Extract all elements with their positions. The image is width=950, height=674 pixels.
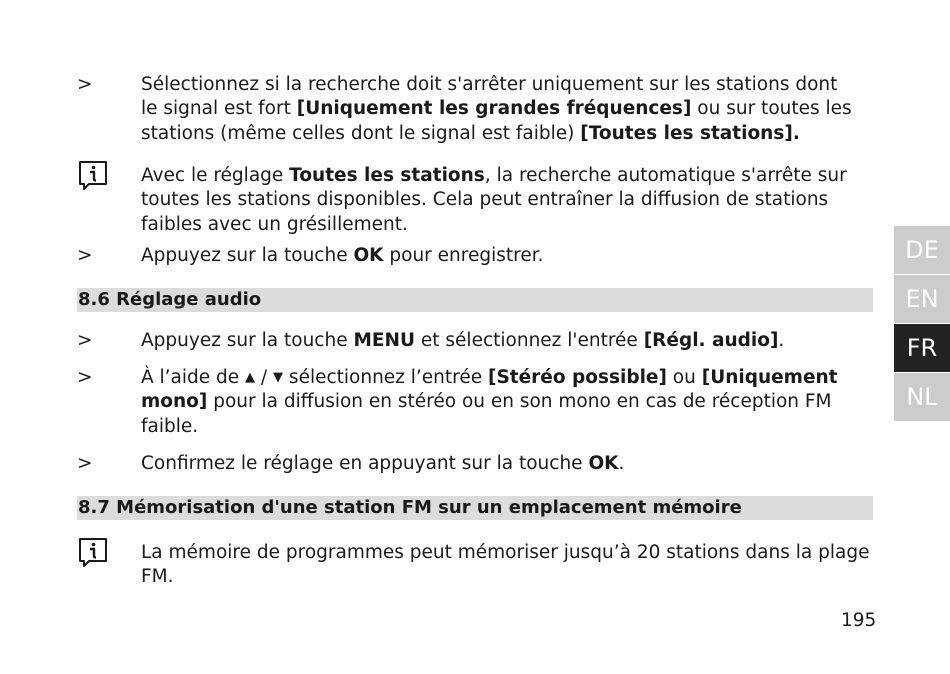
instruction-text: [141, 244, 873, 268]
text-span: pour la diffusion en stéréo ou en son mono en cas de réception FM: [207, 391, 832, 413]
text-span: .: [778, 330, 785, 351]
language-tab-en[interactable]: EN: [894, 275, 950, 323]
text-span: sélectionnez l’entrée: [283, 367, 489, 388]
text-span: Confirmez le réglage en appuyant sur la touche: [141, 453, 589, 474]
text-span: Avec le réglage: [141, 165, 290, 186]
text-span: ou: [666, 367, 702, 388]
text-span: Appuyez sur la touche: [141, 245, 354, 266]
up-arrow-icon: ▲: [245, 370, 256, 385]
text-span: .: [618, 453, 625, 474]
key-menu: MENU: [353, 330, 416, 351]
key-ok: OK: [353, 245, 384, 266]
instruction-press-ok: [77, 244, 873, 268]
text-span: stations (même celles dont le signal est faible): [141, 122, 581, 144]
note-text: [141, 541, 873, 590]
text-span: , la recherche automatique s'arrête sur: [484, 165, 847, 186]
instruction-menu-audio: [77, 329, 873, 353]
info-icon: [77, 536, 109, 568]
option-uniquement-grandes-frequences: [Uniquement les grandes fréquences]: [296, 98, 692, 120]
section-heading-8-7: 8.7 Mémorisation d'une station FM sur un emplacement mémoire: [77, 496, 873, 520]
language-tab-nl[interactable]: NL: [894, 373, 950, 421]
language-tab-de[interactable]: DE: [894, 226, 950, 274]
instruction-confirm-ok: [77, 452, 873, 476]
instruction-text: [141, 329, 873, 353]
text-span: /: [255, 367, 274, 388]
text-line: Sélectionnez si la recherche doit s'arrêter uniquement sur les stations dont: [141, 74, 838, 95]
text-line: faibles avec un grésillement.: [141, 213, 408, 235]
text-span: À l’aide de: [141, 367, 246, 388]
note-text: [141, 164, 873, 237]
page-number: 195: [841, 610, 877, 631]
setting-name: Toutes les stations: [289, 165, 485, 186]
text-line: faible.: [141, 415, 199, 437]
bullet-marker: >: [77, 245, 93, 266]
text-line: La mémoire de programmes peut mémoriser jusqu’à 20 stations dans la plage: [141, 542, 870, 563]
bullet-marker: >: [77, 367, 93, 388]
language-tabs: [894, 226, 950, 422]
instruction-select-stereo-mono: [77, 366, 873, 439]
instruction-text: [141, 366, 873, 439]
bullet-marker: >: [77, 74, 93, 95]
bullet-marker: >: [77, 453, 93, 474]
instruction-text: [141, 452, 873, 476]
key-ok: OK: [588, 453, 619, 474]
option-toutes-les-stations: [Toutes les stations].: [580, 122, 800, 144]
info-note-memory: [77, 541, 873, 590]
text-line: toutes les stations disponibles. Cela peut entraîner la diffusion de stations: [141, 189, 829, 211]
bullet-marker: >: [77, 330, 93, 351]
language-tab-fr[interactable]: FR: [894, 324, 950, 372]
menu-entry-regl-audio: [Régl. audio]: [643, 330, 779, 351]
instruction-text: [141, 73, 873, 146]
option-stereo-possible: [Stéréo possible]: [488, 367, 667, 388]
text-span: Appuyez sur la touche: [141, 330, 354, 351]
instruction-search-mode: [77, 73, 873, 146]
text-span: pour enregistrer.: [383, 245, 544, 266]
text-span: le signal est fort: [141, 98, 297, 120]
option-uniquement-mono: [Uniquement: [701, 367, 838, 388]
info-note-all-stations: [77, 164, 873, 237]
text-span: et sélectionnez l'entrée: [415, 330, 644, 351]
down-arrow-icon: ▼: [273, 370, 284, 385]
option-uniquement-mono-cont: mono]: [141, 391, 208, 413]
text-line: FM.: [141, 566, 174, 588]
section-heading-8-6: 8.6 Réglage audio: [77, 288, 873, 312]
info-icon: [77, 159, 109, 191]
text-span: ou sur toutes les: [691, 98, 852, 120]
